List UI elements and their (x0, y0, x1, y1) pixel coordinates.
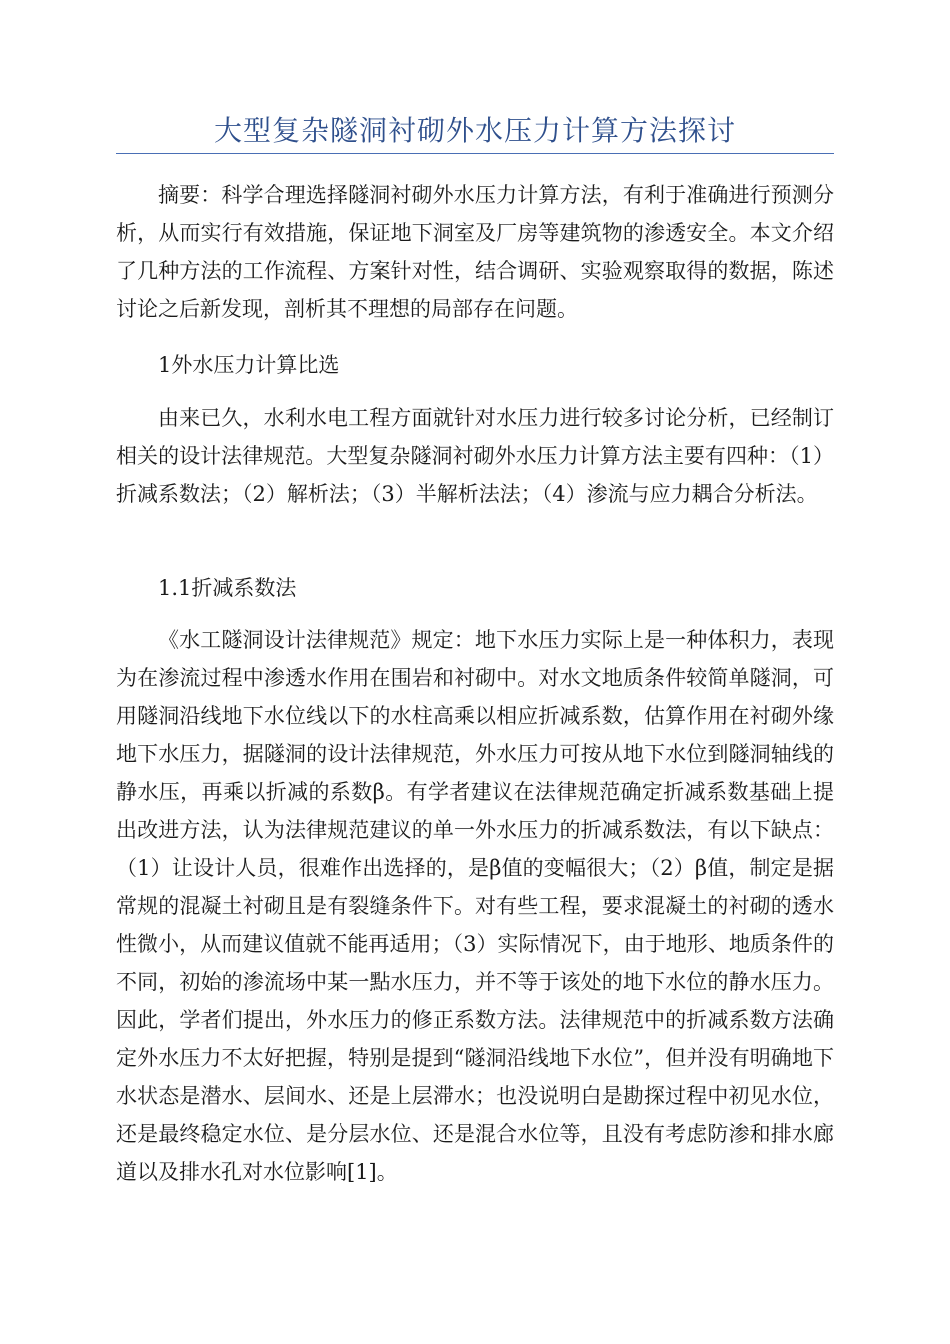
section-1-heading: 1外水压力计算比选 (158, 353, 340, 377)
section-1-1-paragraph: 《水工隧洞设计法律规范》规定：地下水压力实际上是一种体积力，表现为在渗流过程中渗透水作用在围岩和衬砌中。对水文地质条件较简单隧洞，可用隧洞沿线地下水位线以下的水柱高乘以相应折减系数，估算作用在衬砌外缘地下水压力，据隧洞的设计法律规范，外水压力可按从地下水位到隧洞轴线的静水压，再乘以折减的系数β。有学者建议在法律规范确定折减系数基础上提出改进方法，认为法律规范建议的单一外水压力的折减系数法，有以下缺点：（1）让设计人员，很难作出选择的，是β值的变幅很大；（2）β值，制定是据常规的混凝土衬砌且是有裂缝条件下。对有些工程，要求混凝土的衬砌的透水性微小，从而建议值就不能再适用；（3）实际情况下，由于地形、地质条件的不同，初始的渗流场中某一點水压力，并不等于该处的地下水位的静水压力。因此，学者们提出，外水压力的修正系数方法。法律规范中的折减系数方法确定外水压力不太好把握，特别是提到“隧洞沿线地下水位”，但并没有明确地下水状态是潜水、层间水、还是上层滞水；也没说明白是勘探过程中初见水位，还是最终稳定水位、是分层水位、还是混合水位等，且没有考虑防渗和排水廊道以及排水孔对水位影响[1]。 (116, 628, 834, 1184)
section-1-paragraph: 由来已久，水利水电工程方面就针对水压力进行较多讨论分析，已经制订相关的设计法律规范。大型复杂隧洞衬砌外水压力计算方法主要有四种：（1）折减系数法；（2）解析法；（3）半解析法法；（4）渗流与应力耦合分析法。 (116, 406, 834, 506)
title-underline (116, 153, 834, 154)
document-title: 大型复杂隧洞衬砌外水压力计算方法探讨 (213, 114, 736, 147)
abstract-paragraph: 摘要：科学合理选择隧洞衬砌外水压力计算方法，有利于准确进行预测分析，从而实行有效措施，保证地下洞室及厂房等建筑物的渗透安全。本文介绍了几种方法的工作流程、方案针对性，结合调研、实验观察取得的数据，陈述讨论之后新发现，剖析其不理想的局部存在问题。 (116, 183, 834, 321)
section-1-1-heading: 1.1折减系数法 (158, 576, 297, 600)
